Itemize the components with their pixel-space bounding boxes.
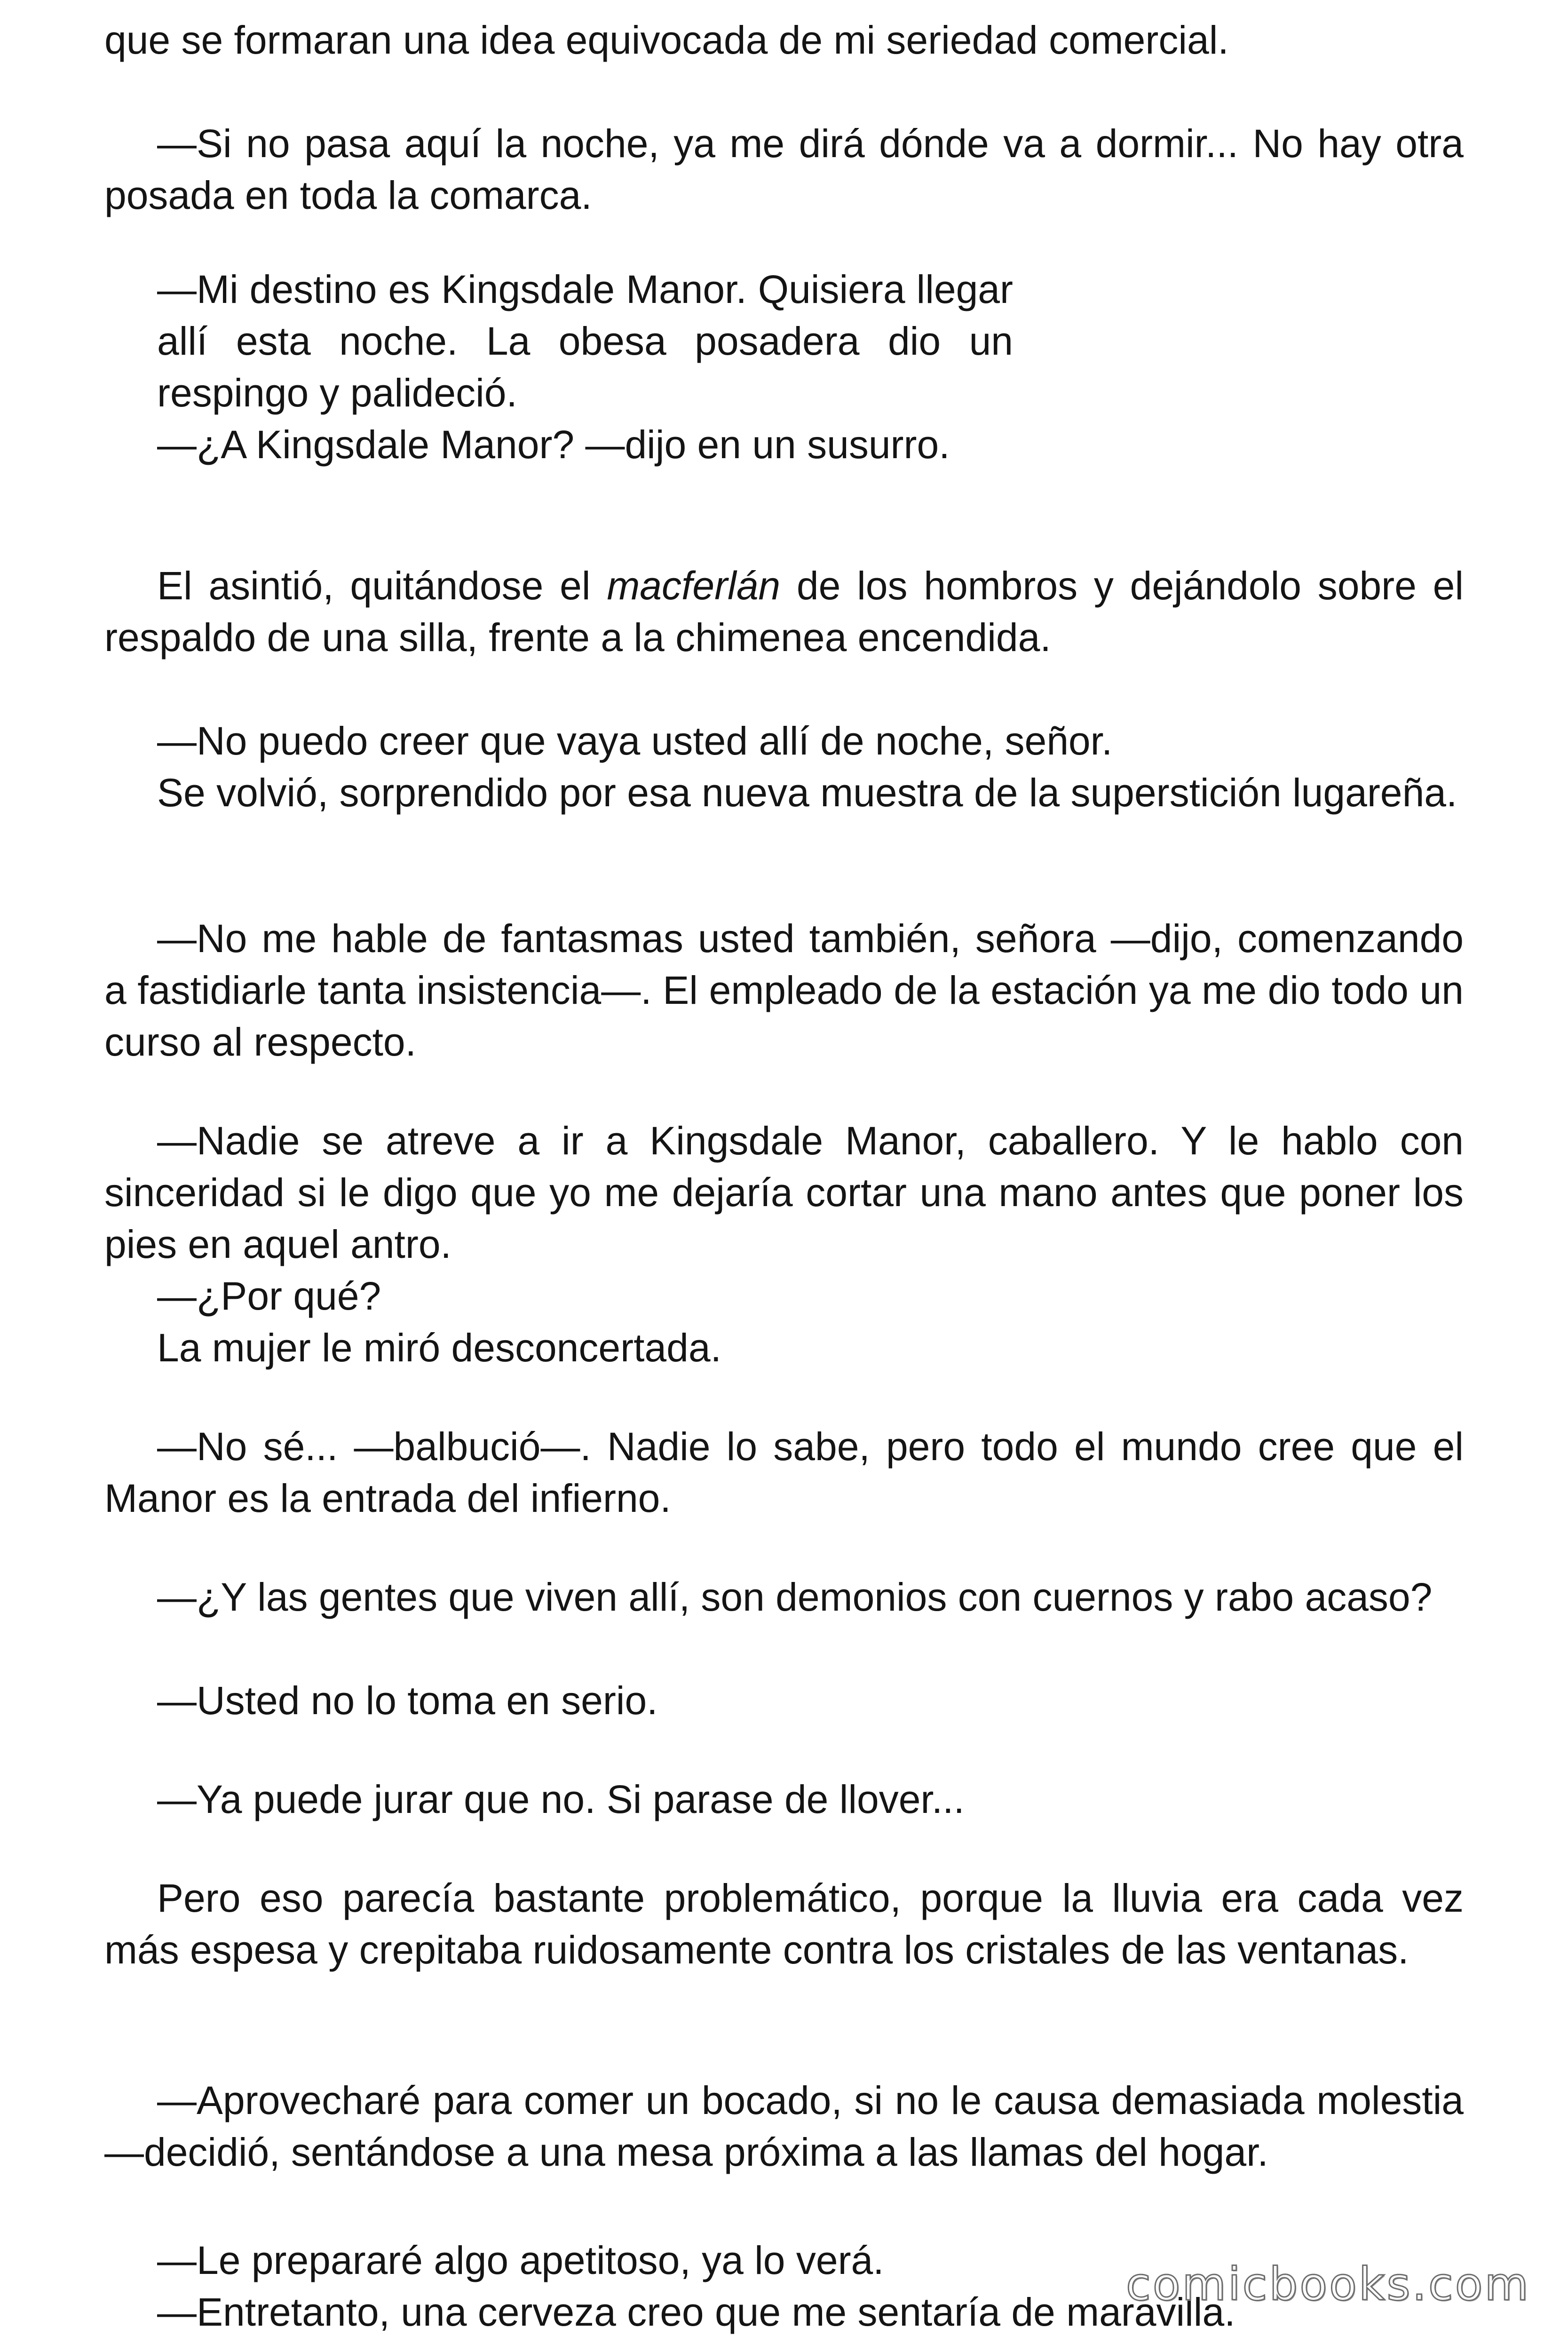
italic-word: macferlán [607,564,781,608]
paragraph-15: —Ya puede jurar que no. Si parase de llover... [157,1777,965,1821]
paragraph-10: —¿Por qué? [157,1274,381,1318]
paragraph-12: —No sé... —balbució—. Nadie lo sabe, pero todo el mundo cree que el Manor es la entrada del infierno. [104,1424,1464,1520]
paragraph-9: —Nadie se atreve a ir a Kingsdale Manor, caballero. Y le hablo con sinceridad si le digo que yo me dejaría cortar una mano antes que poner los pies en aquel antro. [104,1119,1464,1266]
paragraph-5-end: de los hombros y dejándolo sobre el respaldo de una silla, frente a la chimenea encendida. [104,564,1464,660]
paragraph-16: Pero eso parecía bastante problemático, porque la lluvia era cada vez más espesa y crepitaba ruidosamente contra los cristales de las ventanas. [104,1876,1464,1972]
paragraph-17: —Aprovecharé para comer un bocado, si no le causa demasiada molestia —decidió, sentándose a una mesa próxima a las llamas del hogar. [104,2078,1464,2174]
paragraph-13: —¿Y las gentes que viven allí, son demonios con cuernos y rabo acaso? [157,1575,1433,1619]
paragraph-3: —Mi destino es Kingsdale Manor. Quisiera llegar allí esta noche. La obesa posadera dio un respingo y palideció. [157,267,1013,415]
paragraph-7: Se volvió, sorprendido por esa nueva muestra de la superstición lugareña. [157,771,1457,815]
paragraph-19: —Entretanto, una cerveza creo que me sentaría de maravilla. [157,2290,1235,2334]
paragraph-4: —¿A Kingsdale Manor? —dijo en un susurro. [157,422,950,467]
paragraph-1: que se formaran una idea equivocada de mi seriedad comercial. [104,18,1229,62]
paragraph-8: —No me hable de fantasmas usted también, señora —dijo, comenzando a fastidiarle tanta insistencia—. El empleado de la estación ya me dio todo un curso al respecto. [104,916,1464,1064]
paragraph-2: —Si no pasa aquí la noche, ya me dirá dónde va a dormir... No hay otra posada en toda la comarca. [104,121,1464,217]
paragraph-14: —Usted no lo toma en serio. [157,1678,658,1723]
paragraph-6: —No puedo creer que vaya usted allí de noche, señor. [157,719,1113,763]
watermark: comicbooks.com [1125,2258,1530,2311]
paragraph-11: La mujer le miró desconcertada. [157,1326,721,1370]
paragraph-18: —Le prepararé algo apetitoso, ya lo verá. [157,2238,884,2282]
paragraph-5-start: El asintió, quitándose el [157,564,607,608]
paragraph-5 [104,560,1464,663]
